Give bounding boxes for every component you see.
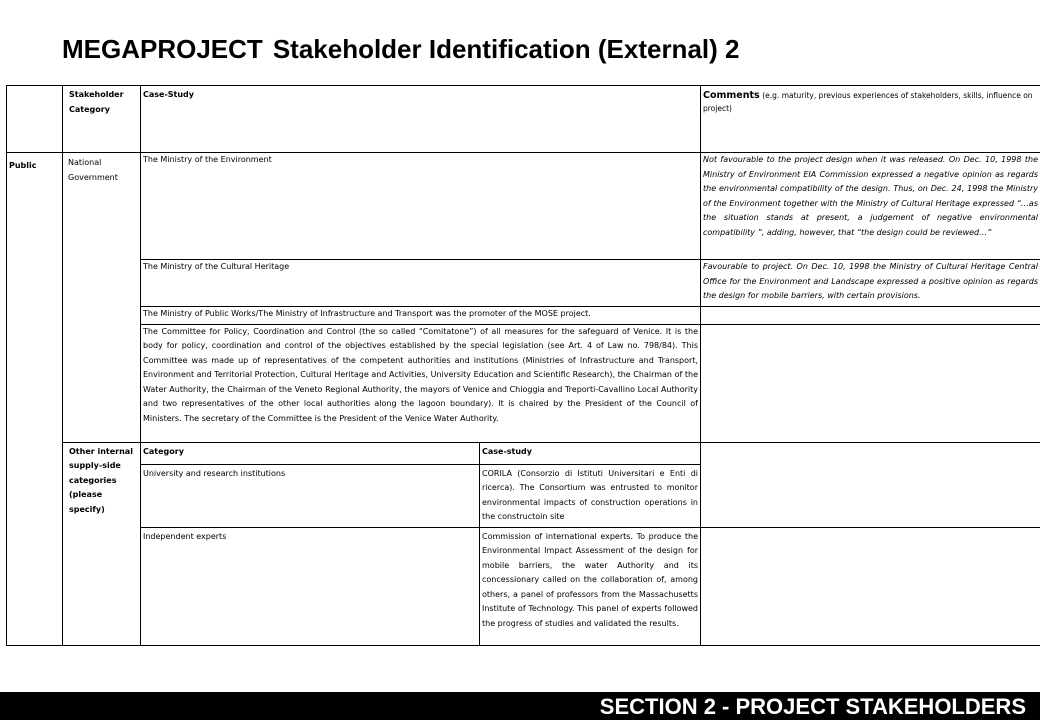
comment-cell: Not favourable to the project design when it was released. On Dec. 10, 1998 the Ministry of Environment EIA Commission expressed a negative opinion as regards the environmental compatibility of the design. Thus, on Dec. 24, 1998 the Ministry of the Environment together with the Ministry of Cultural Heritage expressed “…as the situation stands at present, a judgement of negative environmental compatibility ”, adding, however, that “the design could be reviewed…” bbox=[701, 153, 1040, 260]
case-cell: The Committee for Policy, Coordination and Control (the so called “Comitatone”) of all measures for the safeguard of Venice. It is the body for policy, coordination and control of the objectives established by the special legislation (see Art. 4 of Law no. 798/84). This Committee was made up of representatives of the competent authorities and institutions (Ministries of Infrastructure and Transport, Environment and Territorial Protection, Cultural Heritage and Activities, University Education and Scientific Research), the Chairman of the Water Authority, the Chairman of the Veneto Regional Authority, the mayors of Venice and Chioggia and Treporti-Cavallino Local Authority and two representatives of the other local authorities along the lagoon boundary). It is chaired by the President of the Council of Ministers. The secretary of the Committee is the President of the Venice Water Authority. bbox=[141, 324, 701, 442]
category-cell: University and research institutions bbox=[141, 464, 480, 527]
comment-cell bbox=[701, 442, 1040, 527]
title-part2: Stakeholder Identification (External) 2 bbox=[272, 34, 740, 64]
header-stakeholder-category: Stakeholder Category bbox=[63, 86, 141, 153]
comment-cell bbox=[701, 306, 1040, 324]
national-government-label: National Government bbox=[63, 153, 141, 443]
case-cell: The Ministry of the Environment bbox=[141, 153, 701, 260]
case-cell: CORILA (Consorzio di Istituti Universitari e Enti di ricerca). The Consortium was entrusted to monitor environmental impacts of construction operations in the constructoin site bbox=[480, 464, 701, 527]
header-comments-note: (e.g. maturity, previous experiences of stakeholders, skills, influence on project) bbox=[703, 91, 1033, 113]
header-blank bbox=[7, 86, 63, 153]
case-cell: Commission of international experts. To produce the Environmental Impact Assessment of the design for mobile barriers, the water Authority and its concessionary called on the collaboration of, among others, a panel of professors from the Massachusetts Institute of Technology. This panel of experts followed the progress of studies and validated the results. bbox=[480, 527, 701, 645]
page-title bbox=[62, 34, 739, 65]
category-cell: Independent experts bbox=[141, 527, 480, 645]
comment-cell: Favourable to project. On Dec. 10, 1998 the Ministry of Cultural Heritage Central Office for the Environment and Landscape expressed a positive opinion as regards the design for mobile barriers, with certain provisions. bbox=[701, 260, 1040, 307]
header-row bbox=[7, 86, 1040, 153]
header-case-study: Case-Study bbox=[141, 86, 701, 153]
table-row bbox=[7, 153, 1040, 260]
subheader-case-study: Case-study bbox=[480, 442, 701, 464]
stakeholder-table bbox=[6, 85, 1040, 646]
table-row bbox=[7, 527, 1040, 645]
header-comments-label: Comments bbox=[703, 90, 760, 101]
table-row bbox=[7, 306, 1040, 324]
case-cell: The Ministry of the Cultural Heritage bbox=[141, 260, 701, 307]
comment-cell bbox=[701, 527, 1040, 645]
comment-cell bbox=[701, 324, 1040, 442]
table-row bbox=[7, 442, 1040, 464]
section-footer-label: SECTION 2 - PROJECT STAKEHOLDERS bbox=[599, 694, 1026, 719]
case-cell: The Ministry of Public Works/The Ministry of Infrastructure and Transport was the promoter of the MOSE project. bbox=[141, 306, 701, 324]
other-categories-label: Other internal supply-side categories (please specify) bbox=[63, 442, 141, 645]
table-row bbox=[7, 260, 1040, 307]
table-row bbox=[7, 324, 1040, 442]
public-label: Public bbox=[7, 153, 63, 646]
section-footer-bar bbox=[0, 692, 1040, 720]
subheader-category: Category bbox=[141, 442, 480, 464]
title-part1: MEGAPROJECT bbox=[62, 34, 263, 64]
header-comments bbox=[701, 86, 1040, 153]
